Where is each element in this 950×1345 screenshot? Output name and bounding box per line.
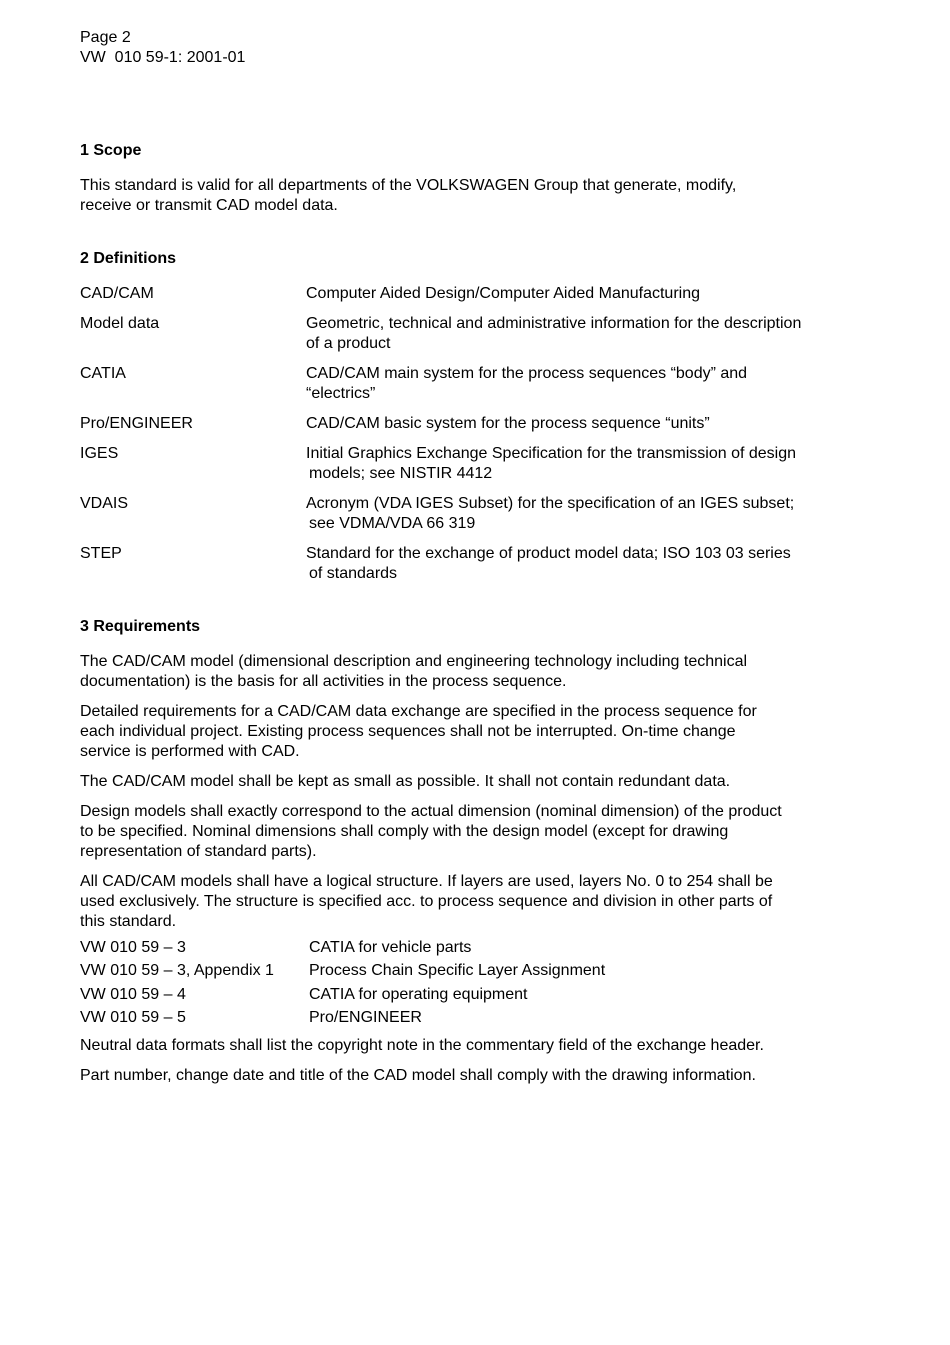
paragraph-line: Part number, change date and title of the CAD model shall comply with the drawing information.: [80, 1067, 756, 1084]
page-header: [80, 28, 245, 68]
reference-code: VW 010 59 – 5: [80, 1009, 186, 1026]
paragraph-line: to be specified. Nominal dimensions shall comply with the design model (except for drawing: [80, 823, 729, 840]
scope-heading: 1 Scope: [80, 142, 142, 159]
paragraph-line: The CAD/CAM model shall be kept as small as possible. It shall not contain redundant data.: [80, 773, 731, 790]
definition-term: IGES: [80, 445, 119, 462]
paragraph-line: The CAD/CAM model (dimensional description and engineering technology including technical: [80, 653, 748, 670]
definition-term: STEP: [80, 545, 122, 562]
definition-line: models; see NISTIR 4412: [309, 465, 493, 482]
reference-code: VW 010 59 – 3, Appendix 1: [80, 962, 274, 979]
document-id: VW 010 59-1: 2001-01: [80, 49, 246, 66]
scope-line: receive or transmit CAD model data.: [80, 197, 338, 214]
paragraph-line: Neutral data formats shall list the copyright note in the commentary field of the exchange header.: [80, 1037, 764, 1054]
reference-title: Process Chain Specific Layer Assignment: [309, 962, 606, 979]
definition-term: CATIA: [80, 365, 126, 382]
reference-code: VW 010 59 – 3: [80, 939, 186, 956]
definition-text: [306, 544, 856, 584]
definition-term: Pro/ENGINEER: [80, 415, 193, 432]
paragraph-line: service is performed with CAD.: [80, 743, 300, 760]
definition-text: [306, 444, 856, 484]
definition-text: [306, 364, 856, 404]
scope-line: This standard is valid for all departments of the VOLKSWAGEN Group that generate, modify,: [80, 177, 737, 194]
requirements-paragraph: [80, 652, 860, 692]
requirements-paragraph: [80, 1036, 860, 1056]
definition-line: CAD/CAM basic system for the process sequence “units”: [306, 415, 710, 432]
definition-line: see VDMA/VDA 66 319: [309, 515, 476, 532]
reference-code: VW 010 59 – 4: [80, 986, 186, 1003]
definition-line: Geometric, technical and administrative information for the description: [306, 315, 802, 332]
paragraph-line: representation of standard parts).: [80, 843, 317, 860]
paragraph-line: All CAD/CAM models shall have a logical structure. If layers are used, layers No. 0 to 254 shall be: [80, 873, 773, 890]
reference-title: Pro/ENGINEER: [309, 1009, 422, 1026]
definition-text: [306, 314, 856, 354]
reference-title: CATIA for vehicle parts: [309, 939, 472, 956]
definition-line: “electrics”: [306, 385, 376, 402]
definition-line: of standards: [309, 565, 398, 582]
paragraph-line: this standard.: [80, 913, 177, 930]
definition-term: CAD/CAM: [80, 285, 154, 302]
definition-text: [306, 414, 856, 434]
definition-text: [306, 494, 856, 534]
requirements-paragraph: [80, 702, 860, 762]
page-number: Page 2: [80, 29, 131, 46]
reference-row: [80, 938, 860, 961]
reference-row: [80, 1008, 860, 1031]
requirements-paragraph: [80, 872, 860, 932]
paragraph-line: documentation) is the basis for all activities in the process sequence.: [80, 673, 567, 690]
definition-term: VDAIS: [80, 495, 129, 512]
definition-line: Acronym (VDA IGES Subset) for the specification of an IGES subset;: [306, 495, 795, 512]
definitions-heading: 2 Definitions: [80, 250, 177, 267]
reference-row: [80, 961, 860, 984]
paragraph-line: Detailed requirements for a CAD/CAM data exchange are specified in the process sequence for: [80, 703, 757, 720]
paragraph-line: used exclusively. The structure is specified acc. to process sequence and division in other parts of: [80, 893, 773, 910]
definition-line: Computer Aided Design/Computer Aided Manufacturing: [306, 285, 700, 302]
paragraph-line: Design models shall exactly correspond to the actual dimension (nominal dimension) of the product: [80, 803, 782, 820]
reference-title: CATIA for operating equipment: [309, 986, 528, 1003]
requirements-paragraph: [80, 1066, 860, 1086]
definition-line: Standard for the exchange of product model data; ISO 103 03 series: [306, 545, 791, 562]
definition-line: of a product: [306, 335, 391, 352]
requirements-paragraph: [80, 772, 860, 792]
requirements-heading: 3 Requirements: [80, 618, 201, 635]
definition-line: Initial Graphics Exchange Specification for the transmission of design: [306, 445, 797, 462]
requirements-paragraph: [80, 802, 860, 862]
definition-line: CAD/CAM main system for the process sequences “body” and: [306, 365, 748, 382]
reference-row: [80, 985, 860, 1008]
definition-text: [306, 284, 856, 304]
definition-term: Model data: [80, 315, 160, 332]
paragraph-line: each individual project. Existing process sequences shall not be interrupted. On-time change: [80, 723, 736, 740]
scope-paragraph: [80, 176, 860, 216]
